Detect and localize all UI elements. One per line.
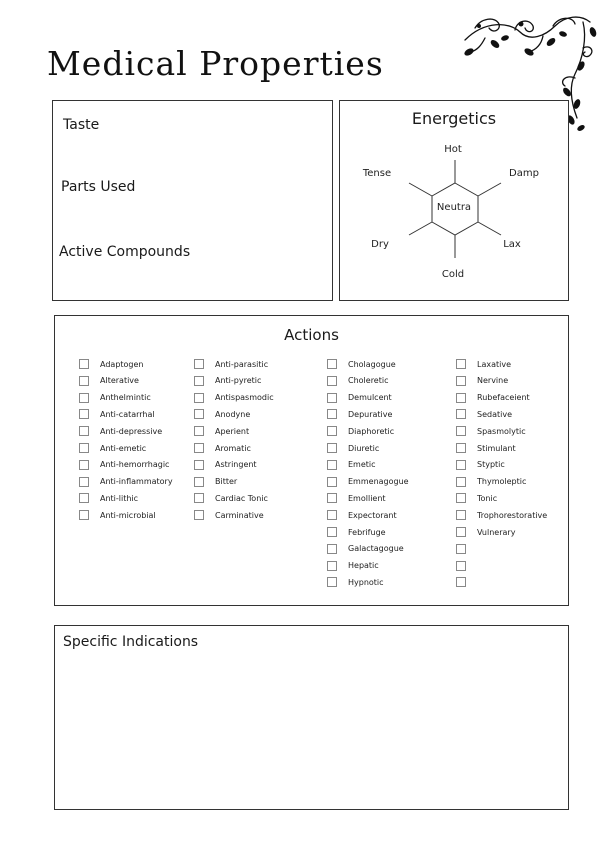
action-item[interactable] (327, 559, 379, 573)
action-checkbox[interactable] (194, 477, 204, 487)
action-item[interactable] (79, 458, 169, 472)
action-label: Demulcent (348, 393, 392, 403)
action-item[interactable] (456, 391, 530, 405)
action-item[interactable] (456, 491, 497, 505)
properties-box (52, 100, 333, 301)
action-label: Depurative (348, 409, 393, 419)
action-checkbox[interactable] (194, 376, 204, 386)
action-label: Anti-depressive (100, 426, 163, 436)
action-item[interactable] (79, 475, 173, 489)
action-label: Choleretic (348, 376, 389, 386)
action-checkbox[interactable] (456, 544, 466, 554)
action-checkbox[interactable] (79, 426, 89, 436)
action-item[interactable] (456, 542, 477, 556)
action-item[interactable] (456, 357, 511, 371)
action-item[interactable] (456, 559, 477, 573)
action-label: Hypnotic (348, 577, 384, 587)
action-label: Emmenagogue (348, 477, 409, 487)
action-item[interactable] (456, 575, 477, 589)
action-item[interactable] (79, 407, 155, 421)
action-label: Emetic (348, 460, 376, 470)
action-item[interactable] (194, 441, 251, 455)
action-item[interactable] (79, 357, 144, 371)
action-checkbox[interactable] (327, 493, 337, 503)
taste-label: Taste (63, 117, 100, 133)
action-checkbox[interactable] (327, 460, 337, 470)
action-checkbox[interactable] (79, 393, 89, 403)
action-item[interactable] (327, 458, 376, 472)
energetics-damp-label: Damp (509, 168, 539, 179)
action-label: Antispasmodic (215, 393, 274, 403)
action-checkbox[interactable] (327, 561, 337, 571)
action-checkbox[interactable] (456, 561, 466, 571)
action-label: Hepatic (348, 561, 379, 571)
action-item[interactable] (456, 424, 526, 438)
energetics-hot-label: Hot (444, 144, 462, 155)
action-checkbox[interactable] (79, 493, 89, 503)
action-item[interactable] (327, 391, 392, 405)
action-label: Carminative (215, 510, 264, 520)
specific-indications-box (54, 625, 569, 810)
action-item[interactable] (327, 441, 379, 455)
action-label: Anti-parasitic (215, 359, 269, 369)
action-label: Aperient (215, 426, 250, 436)
action-item[interactable] (79, 424, 162, 438)
energetics-dry-label: Dry (371, 239, 389, 250)
action-item[interactable] (327, 525, 386, 539)
action-item[interactable] (456, 525, 515, 539)
action-item[interactable] (194, 424, 249, 438)
action-item[interactable] (327, 542, 404, 556)
action-item[interactable] (194, 491, 268, 505)
action-item[interactable] (327, 407, 392, 421)
action-item[interactable] (79, 391, 151, 405)
action-checkbox[interactable] (327, 527, 337, 537)
action-item[interactable] (456, 475, 526, 489)
action-checkbox[interactable] (194, 393, 204, 403)
action-label: Vulnerary (477, 527, 516, 537)
action-item[interactable] (194, 374, 261, 388)
action-checkbox[interactable] (327, 376, 337, 386)
action-checkbox[interactable] (194, 409, 204, 419)
action-label: Galactagogue (348, 544, 404, 554)
action-item[interactable] (194, 407, 250, 421)
action-label: Diaphoretic (348, 426, 395, 436)
action-item[interactable] (79, 491, 138, 505)
action-item[interactable] (194, 475, 237, 489)
action-item[interactable] (79, 441, 146, 455)
action-checkbox[interactable] (456, 460, 466, 470)
action-label: Rubefaceient (477, 393, 530, 403)
action-checkbox[interactable] (456, 443, 466, 453)
action-checkbox[interactable] (456, 493, 466, 503)
action-checkbox[interactable] (456, 577, 466, 587)
active-compounds-label: Active Compounds (59, 244, 191, 260)
action-label: Bitter (215, 477, 238, 487)
action-item[interactable] (194, 391, 274, 405)
action-label: Stimulant (477, 443, 516, 453)
action-checkbox[interactable] (79, 460, 89, 470)
action-item[interactable] (327, 575, 384, 589)
action-label: Anthelmintic (100, 393, 151, 403)
energetics-center-label: Neutra (436, 202, 472, 213)
action-checkbox[interactable] (456, 409, 466, 419)
action-checkbox[interactable] (456, 477, 466, 487)
action-label: Diuretic (348, 443, 380, 453)
action-label: Anodyne (215, 409, 251, 419)
page-title: Medical Properties (47, 44, 384, 83)
action-checkbox[interactable] (327, 443, 337, 453)
action-item[interactable] (327, 357, 396, 371)
action-checkbox[interactable] (327, 510, 337, 520)
action-label: Anti-pyretic (215, 376, 262, 386)
action-label: Laxative (477, 359, 512, 369)
action-checkbox[interactable] (194, 443, 204, 453)
action-label: Emollient (348, 493, 386, 503)
action-checkbox[interactable] (194, 510, 204, 520)
action-label: Cardiac Tonic (215, 493, 268, 503)
action-label: Spasmolytic (477, 426, 526, 436)
action-label: Anti-lithic (100, 493, 139, 503)
action-checkbox[interactable] (79, 510, 89, 520)
action-label: Anti-microbial (100, 510, 156, 520)
action-checkbox[interactable] (456, 393, 466, 403)
action-item[interactable] (327, 475, 409, 489)
action-checkbox[interactable] (327, 409, 337, 419)
action-label: Expectorant (348, 510, 397, 520)
action-checkbox[interactable] (194, 359, 204, 369)
action-item[interactable] (456, 441, 516, 455)
action-checkbox[interactable] (456, 527, 466, 537)
specific-indications-label: Specific Indications (63, 634, 199, 650)
action-label: Aromatic (215, 443, 251, 453)
action-label: Anti-emetic (100, 443, 147, 453)
action-checkbox[interactable] (194, 493, 204, 503)
action-item[interactable] (456, 374, 508, 388)
energetics-tense-label: Tense (362, 168, 392, 179)
action-label: Anti-catarrhal (100, 409, 155, 419)
action-checkbox[interactable] (327, 577, 337, 587)
action-item[interactable] (456, 407, 512, 421)
action-item[interactable] (79, 374, 139, 388)
action-label: Alterative (100, 376, 139, 386)
action-item[interactable] (194, 357, 268, 371)
action-checkbox[interactable] (79, 376, 89, 386)
action-checkbox[interactable] (79, 409, 89, 419)
action-checkbox[interactable] (79, 477, 89, 487)
action-label: Astringent (215, 460, 257, 470)
action-item[interactable] (194, 458, 257, 472)
action-item[interactable] (327, 424, 394, 438)
action-checkbox[interactable] (456, 426, 466, 436)
energetics-lax-label: Lax (503, 239, 521, 250)
action-checkbox[interactable] (456, 359, 466, 369)
action-checkbox[interactable] (194, 426, 204, 436)
action-label: Thymoleptic (477, 477, 527, 487)
action-item[interactable] (456, 508, 547, 522)
action-checkbox[interactable] (327, 544, 337, 554)
action-checkbox[interactable] (79, 359, 89, 369)
energetics-title: Energetics (411, 109, 497, 128)
action-label: Trophorestorative (477, 510, 548, 520)
action-label: Febrifuge (348, 527, 386, 537)
parts-used-label: Parts Used (61, 179, 136, 195)
action-label: Adaptogen (100, 359, 144, 369)
action-checkbox[interactable] (327, 426, 337, 436)
action-item[interactable] (456, 458, 505, 472)
action-item[interactable] (327, 491, 386, 505)
action-label: Sedative (477, 409, 512, 419)
action-item[interactable] (79, 508, 156, 522)
action-checkbox[interactable] (327, 477, 337, 487)
action-label: Styptic (477, 460, 505, 470)
action-checkbox[interactable] (456, 510, 466, 520)
action-item[interactable] (327, 508, 397, 522)
action-checkbox[interactable] (327, 393, 337, 403)
action-checkbox[interactable] (194, 460, 204, 470)
actions-box (54, 315, 569, 606)
action-label: Cholagogue (348, 359, 396, 369)
action-label: Tonic (477, 493, 498, 503)
action-label: Nervine (477, 376, 509, 386)
action-item[interactable] (327, 374, 389, 388)
action-checkbox[interactable] (327, 359, 337, 369)
action-checkbox[interactable] (456, 376, 466, 386)
energetics-box (339, 100, 569, 301)
energetics-cold-label: Cold (441, 269, 465, 280)
action-checkbox[interactable] (79, 443, 89, 453)
actions-title: Actions (284, 326, 339, 344)
action-label: Anti-hemorrhagic (100, 460, 170, 470)
action-item[interactable] (194, 508, 264, 522)
action-label: Anti-inflammatory (100, 477, 173, 487)
